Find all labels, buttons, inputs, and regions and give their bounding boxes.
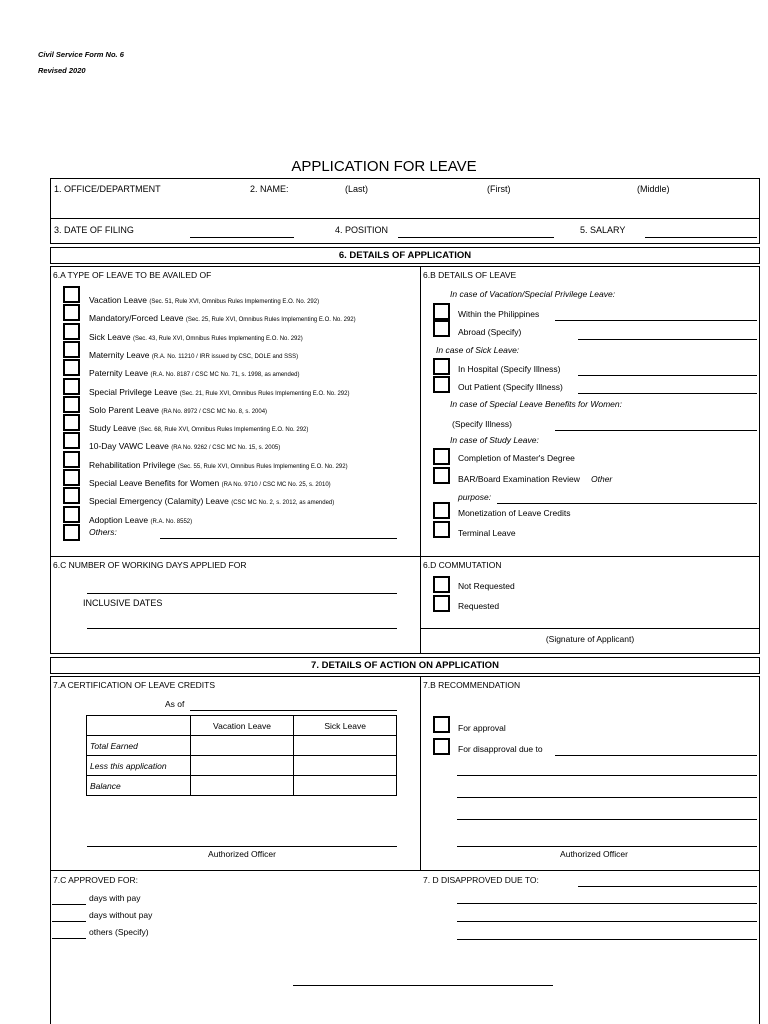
date-filing-label: 3. DATE OF FILING <box>54 225 134 235</box>
leave-type-name: Special Emergency (Calamity) Leave <box>89 496 229 506</box>
not-requested-label: Not Requested <box>458 581 515 591</box>
table-header-cell: Sick Leave <box>294 716 397 736</box>
leave-type-item <box>89 363 300 381</box>
divider <box>420 266 421 654</box>
middle-name-label: (Middle) <box>637 184 670 194</box>
leave-type-reference: (Sec. 68, Rule XVI, Omnibus Rules Implementing E.O. No. 292) <box>138 427 309 433</box>
leave-type-item <box>89 345 298 363</box>
authorized-officer-a: Authorized Officer <box>208 849 276 859</box>
days-with-pay-field[interactable] <box>52 904 86 905</box>
leave-type-checkbox[interactable] <box>63 378 80 395</box>
specify-illness-label: (Specify Illness) <box>452 419 512 429</box>
table-cell[interactable] <box>294 736 397 756</box>
table-header-row <box>87 716 397 736</box>
for-disapproval-checkbox[interactable] <box>433 738 450 755</box>
disapproved-field[interactable] <box>578 886 757 887</box>
leave-type-reference: (RA No. 9262 / CSC MC No. 15, s. 2005) <box>171 445 281 451</box>
days-with-pay-label: days with pay <box>89 893 141 903</box>
leave-type-checkbox[interactable] <box>63 359 80 376</box>
officer-signature-line-a[interactable] <box>87 846 397 847</box>
row-label: Less this application <box>87 756 191 776</box>
divider <box>50 556 760 557</box>
office-label: 1. OFFICE/DEPARTMENT <box>54 184 161 194</box>
section6-heading: 6. DETAILS OF APPLICATION <box>338 250 472 261</box>
leave-type-name: Adoption Leave <box>89 515 149 525</box>
within-ph-checkbox[interactable] <box>433 303 450 320</box>
divider <box>420 676 421 870</box>
terminal-label: Terminal Leave <box>458 528 516 538</box>
for-approval-checkbox[interactable] <box>433 716 450 733</box>
in-hospital-label: In Hospital (Specify Illness) <box>458 364 561 374</box>
leave-type-reference: (Sec. 55, Rule XVI, Omnibus Rules Implementing E.O. No. 292) <box>177 464 348 470</box>
approved-for-label: 7.C APPROVED FOR: <box>53 875 139 885</box>
leave-type-reference: (Sec. 51, Rule XVI, Omnibus Rules Implementing E.O. No. 292) <box>149 299 320 305</box>
bar-review-checkbox[interactable] <box>433 467 450 484</box>
table-cell[interactable] <box>190 776 294 796</box>
disapproval-reason-line[interactable] <box>457 775 757 776</box>
leave-type-checkbox[interactable] <box>63 304 80 321</box>
leave-type-name: Solo Parent Leave <box>89 405 159 415</box>
leave-type-reference: (Sec. 25, Rule XVI, Omnibus Rules Implementing E.O. No. 292) <box>185 317 356 323</box>
divider <box>50 218 760 219</box>
leave-type-checkbox[interactable] <box>63 341 80 358</box>
leave-type-item <box>89 510 192 528</box>
leave-type-item <box>89 290 319 308</box>
table-cell[interactable] <box>294 776 397 796</box>
leave-type-item <box>89 436 280 454</box>
abroad-checkbox[interactable] <box>433 320 450 337</box>
table-row <box>87 756 397 776</box>
requested-checkbox[interactable] <box>433 595 450 612</box>
in-hospital-field[interactable] <box>578 375 757 376</box>
table-cell[interactable] <box>190 736 294 756</box>
leave-type-item <box>89 491 334 509</box>
out-patient-checkbox[interactable] <box>433 376 450 393</box>
divider <box>420 628 760 629</box>
page-title: APPLICATION FOR LEAVE <box>291 158 477 175</box>
disapproval-reason-line[interactable] <box>457 819 757 820</box>
form-number: Civil Service Form No. 6 <box>38 50 124 59</box>
leave-type-name: Maternity Leave <box>89 350 150 360</box>
within-ph-field[interactable] <box>555 320 757 321</box>
table-cell[interactable] <box>190 756 294 776</box>
study-heading: In case of Study Leave: <box>450 435 539 445</box>
table-row <box>87 736 397 756</box>
leave-type-name: Paternity Leave <box>89 368 149 378</box>
for-disapproval-label: For disapproval due to <box>458 744 543 754</box>
leave-credits-table <box>86 715 397 796</box>
leave-type-name: Rehabilitation Privilege <box>89 460 176 470</box>
masters-checkbox[interactable] <box>433 448 450 465</box>
leave-type-reference: (RA No. 8972 / CSC MC No. 8, s. 2004) <box>161 409 268 415</box>
leave-type-reference: (Sec. 21, Rule XVI, Omnibus Rules Implementing E.O. No. 292) <box>179 391 350 397</box>
disapproval-reason-field[interactable] <box>555 755 757 756</box>
salary-field[interactable] <box>645 237 757 238</box>
applicant-signature-label: (Signature of Applicant) <box>545 634 635 644</box>
leave-type-item <box>89 473 331 491</box>
officer-signature-line-b[interactable] <box>457 846 757 847</box>
date-filing-field[interactable] <box>190 237 294 238</box>
leave-type-reference: (R.A. No. 11210 / IRR issued by CSC, DOLE and SSS) <box>151 354 299 360</box>
days-without-pay-label: days without pay <box>89 910 153 920</box>
others-label: Others: <box>89 527 117 537</box>
divider <box>50 870 760 871</box>
leave-type-checkbox[interactable] <box>63 432 80 449</box>
leave-type-reference: (CSC MC No. 2, s. 2012, as amended) <box>231 500 335 506</box>
leave-type-name: Special Privilege Leave <box>89 387 178 397</box>
form-revised: Revised 2020 <box>38 66 86 75</box>
purpose-label: purpose: <box>458 492 492 502</box>
leave-type-checkbox[interactable] <box>63 414 80 431</box>
table-row <box>87 776 397 796</box>
specify-illness-field[interactable] <box>555 430 757 431</box>
leave-type-reference: (R.A. No. 8552) <box>150 519 193 525</box>
sick-heading: In case of Sick Leave: <box>436 345 520 355</box>
disapproved-label: 7. D DISAPPROVED DUE TO: <box>423 875 539 885</box>
disapproved-line[interactable] <box>457 903 757 904</box>
row-label: Balance <box>87 776 191 796</box>
not-requested-checkbox[interactable] <box>433 576 450 593</box>
row-label: Total Earned <box>87 736 191 756</box>
out-patient-field[interactable] <box>578 393 757 394</box>
vacation-heading: In case of Vacation/Special Privilege Leave: <box>450 289 616 299</box>
leave-type-name: Sick Leave <box>89 332 131 342</box>
details-label: 6.B DETAILS OF LEAVE <box>423 270 517 280</box>
working-days-field[interactable] <box>87 593 397 594</box>
leave-credits-label: 7.A CERTIFICATION OF LEAVE CREDITS <box>53 680 216 690</box>
others-field[interactable] <box>160 538 397 539</box>
purpose-field[interactable] <box>497 503 757 504</box>
table-header-cell: Vacation Leave <box>190 716 294 736</box>
others-specify-label: others (Specify) <box>89 927 149 937</box>
leave-type-name: 10-Day VAWC Leave <box>89 441 169 451</box>
disapproval-reason-line[interactable] <box>457 797 757 798</box>
table-header-cell <box>87 716 191 736</box>
disapproved-line[interactable] <box>457 921 757 922</box>
within-ph-label: Within the Philippines <box>458 309 540 319</box>
leave-type-checkbox[interactable] <box>63 506 80 523</box>
masters-label: Completion of Master's Degree <box>458 453 575 463</box>
final-signature-line[interactable] <box>293 985 553 986</box>
leave-type-checkbox[interactable] <box>63 451 80 468</box>
working-days-label: 6.C NUMBER OF WORKING DAYS APPLIED FOR <box>53 560 247 570</box>
leave-type-name: Mandatory/Forced Leave <box>89 313 184 323</box>
leave-type-reference: (R.A. No. 8187 / CSC MC No. 71, s. 1998, as amended) <box>150 372 300 378</box>
table-cell[interactable] <box>294 756 397 776</box>
leave-type-item <box>89 400 267 418</box>
leave-type-item <box>89 327 303 345</box>
abroad-label: Abroad (Specify) <box>458 327 522 337</box>
days-without-pay-field[interactable] <box>52 921 86 922</box>
as-of-field[interactable] <box>190 710 397 711</box>
recommendation-label: 7.B RECOMMENDATION <box>423 680 521 690</box>
others-specify-field[interactable] <box>52 938 86 939</box>
monetization-label: Monetization of Leave Credits <box>458 508 571 518</box>
women-heading: In case of Special Leave Benefits for Women: <box>450 399 622 409</box>
abroad-field[interactable] <box>578 339 757 340</box>
last-name-label: (Last) <box>345 184 369 194</box>
leave-type-reference: (RA No. 9710 / CSC MC No. 25, s. 2010) <box>221 482 331 488</box>
first-name-label: (First) <box>487 184 511 194</box>
monetization-checkbox[interactable] <box>433 502 450 519</box>
other-label: Other <box>591 474 613 484</box>
leave-type-name: Vacation Leave <box>89 295 147 305</box>
leave-type-checkbox[interactable] <box>63 469 80 486</box>
authorized-officer-b: Authorized Officer <box>560 849 628 859</box>
leave-type-label: 6.A TYPE OF LEAVE TO BE AVAILED OF <box>53 270 212 280</box>
salary-label: 5. SALARY <box>580 225 626 235</box>
as-of-label: As of <box>165 699 185 709</box>
for-approval-label: For approval <box>458 723 506 733</box>
leave-type-item <box>89 418 308 436</box>
section7-heading: 7. DETAILS OF ACTION ON APPLICATION <box>311 660 499 671</box>
leave-type-item <box>89 382 349 400</box>
leave-type-reference: (Sec. 43, Rule XVI, Omnibus Rules Implementing E.O. No. 292) <box>132 336 303 342</box>
leave-type-name: Study Leave <box>89 423 137 433</box>
in-hospital-checkbox[interactable] <box>433 358 450 375</box>
out-patient-label: Out Patient (Specify Illness) <box>458 382 563 392</box>
inclusive-dates-field[interactable] <box>87 628 397 629</box>
leave-type-name: Special Leave Benefits for Women <box>89 478 220 488</box>
disapproved-line[interactable] <box>457 939 757 940</box>
leave-type-item <box>89 308 356 326</box>
terminal-checkbox[interactable] <box>433 521 450 538</box>
position-field[interactable] <box>398 237 554 238</box>
name-label: 2. NAME: <box>250 184 289 194</box>
leave-type-item <box>89 455 348 473</box>
leave-type-checkbox[interactable] <box>63 323 80 340</box>
requested-label: Requested <box>458 601 500 611</box>
leave-type-checkbox[interactable] <box>63 286 80 303</box>
position-label: 4. POSITION <box>335 225 389 235</box>
others-checkbox[interactable] <box>63 524 80 541</box>
inclusive-dates-label: INCLUSIVE DATES <box>83 598 163 608</box>
commutation-label: 6.D COMMUTATION <box>423 560 502 570</box>
leave-type-checkbox[interactable] <box>63 396 80 413</box>
leave-type-checkbox[interactable] <box>63 487 80 504</box>
bar-review-label: BAR/Board Examination Review <box>458 474 580 484</box>
